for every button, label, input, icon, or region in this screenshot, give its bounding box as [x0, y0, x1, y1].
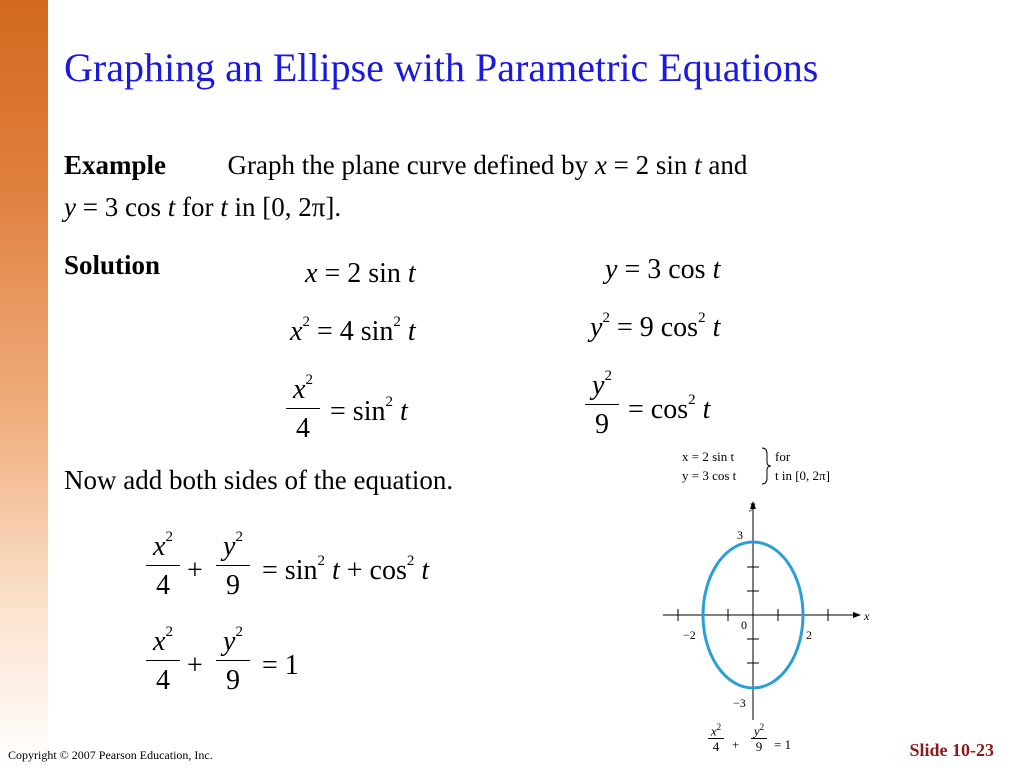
equation-x-sin2: = $\sin^2 t$ [330, 393, 408, 427]
result-fraction-x: $x^2$ 4 [146, 628, 180, 695]
ellipse-graph [655, 495, 875, 720]
caption-plus: + [732, 737, 740, 752]
example-y-var: y [64, 192, 76, 222]
solution-label: Solution [64, 250, 161, 280]
example-x-var: x [594, 150, 607, 180]
sum-fraction-x: $x^2$ 4 [146, 533, 180, 600]
example-t1: t [694, 150, 702, 180]
x-axis-arrow-icon [853, 612, 861, 618]
now-add-text: Now add both sides of the equation. [64, 465, 454, 495]
example-eq2: = 3 cos [82, 192, 161, 222]
example-for: for [181, 192, 214, 222]
fraction-x2-over-4: $x^2$ 4 [286, 376, 320, 443]
example-text: Graph the plane curve defined by [227, 150, 589, 180]
example-and: and [708, 150, 748, 180]
plus-sign: + [187, 555, 203, 586]
tick-label-neg3: −3 [733, 696, 746, 710]
example-interval: in [0, 2π]. [234, 192, 342, 222]
equation-x-squared: $x^2 = 4$ $\sin^2 t$ [290, 313, 416, 347]
copyright-footer: Copyright © 2007 Pearson Education, Inc. [8, 748, 213, 762]
example-label: Example [64, 150, 167, 180]
tick-label-2: 2 [806, 628, 812, 642]
result-fraction-y: $y^2$ 9 [216, 628, 250, 695]
example-eq1: = 2 sin [613, 150, 688, 180]
equation-x-def: x = 2 sin t [305, 258, 416, 289]
fraction-y2-over-9: $y^2$ 9 [585, 372, 619, 439]
example-t2: t [167, 192, 176, 222]
example-line-2 [64, 192, 341, 223]
sum-fraction-y: $y^2$ 9 [216, 533, 250, 600]
example-line-1 [64, 150, 747, 181]
x-axis-label: x [864, 609, 870, 623]
param-brace-icon [760, 446, 772, 486]
slide-title: Graphing an Ellipse with Parametric Equations [64, 45, 819, 90]
tick-label-0: 0 [741, 618, 747, 632]
tick-label-neg2: −2 [683, 628, 696, 642]
y-axis-label: y [750, 498, 756, 512]
result-plus-sign: + [187, 650, 203, 681]
equation-sin2-plus-cos2: = $\sin^2 t + \cos^2 t$ [262, 552, 430, 586]
caption-fraction-y: $y^2$ 9 [751, 723, 767, 753]
param-interval: t in [0, 2π] [775, 468, 830, 483]
equation-equals-one: = 1 [262, 650, 299, 681]
param-x-eq: x = 2 sin t [682, 449, 735, 464]
caption-fraction-x: $x^2$ 4 [708, 723, 724, 753]
equation-y-def: y = 3 cos t [605, 254, 721, 285]
slide-sidebar-accent [0, 0, 48, 768]
caption-equals-one: = 1 [774, 737, 792, 752]
param-y-eq: y = 3 cos t [682, 468, 737, 483]
tick-label-3: 3 [737, 528, 743, 542]
param-for: for [775, 449, 791, 464]
equation-y-squared: $y^2 = 9$ $\cos^2 t$ [590, 309, 721, 343]
slide-number: Slide 10-23 [909, 740, 994, 760]
equation-y-cos2: = $\cos^2 t$ [628, 391, 711, 425]
example-t3: t [220, 192, 228, 222]
